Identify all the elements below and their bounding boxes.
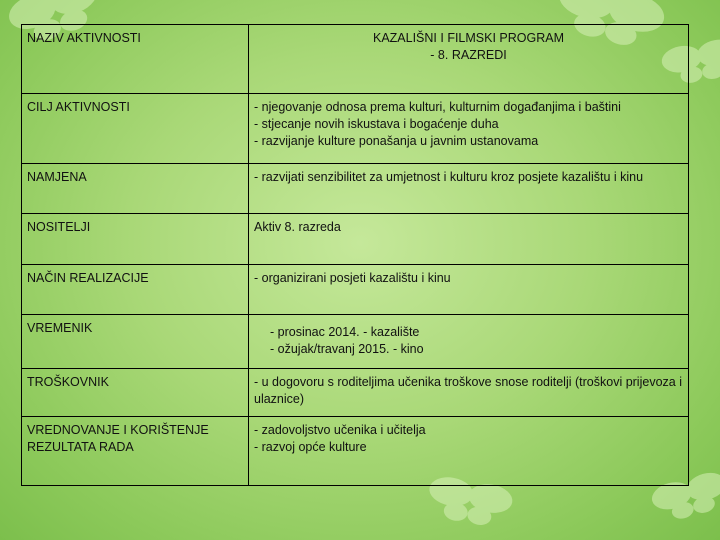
label-cell: VREDNOVANJE I KORIŠTENJE REZULTATA RADA <box>22 417 249 486</box>
value-cell <box>249 315 689 369</box>
label-cell: NAČIN REALIZACIJE <box>22 265 249 315</box>
label-cell: VREMENIK <box>22 315 249 369</box>
value-cell <box>249 164 689 214</box>
value-line: - njegovanje odnosa prema kulturi, kulturnim događanjima i baštini <box>254 100 621 114</box>
value-line: - u dogovoru s roditeljima učenika troškove snose roditelji (troškovi prijevoza i ulaznice) <box>254 375 682 406</box>
value-line: - 8. RAZREDI <box>430 48 507 62</box>
table-row <box>22 25 689 94</box>
table-row <box>22 164 689 214</box>
table-row <box>22 214 689 265</box>
value-line: - ožujak/travanj 2015. - kino <box>270 342 424 356</box>
value-line: - stjecanje novih iskustava i bogaćenje duha <box>254 117 499 131</box>
value-cell <box>249 94 689 164</box>
value-cell <box>249 369 689 417</box>
label-cell: CILJ AKTIVNOSTI <box>22 94 249 164</box>
table-row <box>22 369 689 417</box>
value-cell <box>249 25 689 94</box>
activity-table <box>21 24 689 486</box>
label-cell: NOSITELJI <box>22 214 249 265</box>
value-line: - zadovoljstvo učenika i učitelja <box>254 423 426 437</box>
label-cell: NAMJENA <box>22 164 249 214</box>
table-row <box>22 315 689 369</box>
table-row <box>22 94 689 164</box>
value-line: - prosinac 2014. - kazalište <box>270 325 420 339</box>
value-line: - razvoj opće kulture <box>254 440 367 454</box>
value-line: Aktiv 8. razreda <box>254 220 341 234</box>
value-cell <box>249 214 689 265</box>
value-line: - organizirani posjeti kazalištu i kinu <box>254 271 451 285</box>
table-row <box>22 417 689 486</box>
table-row <box>22 265 689 315</box>
value-cell <box>249 417 689 486</box>
label-cell: TROŠKOVNIK <box>22 369 249 417</box>
value-line: - razvijanje kulture ponašanja u javnim ustanovama <box>254 134 539 148</box>
value-cell <box>249 265 689 315</box>
label-cell: NAZIV AKTIVNOSTI <box>22 25 249 94</box>
value-line: - razvijati senzibilitet za umjetnost i kulturu kroz posjete kazalištu i kinu <box>254 170 644 184</box>
value-line: KAZALIŠNI I FILMSKI PROGRAM <box>372 31 564 45</box>
